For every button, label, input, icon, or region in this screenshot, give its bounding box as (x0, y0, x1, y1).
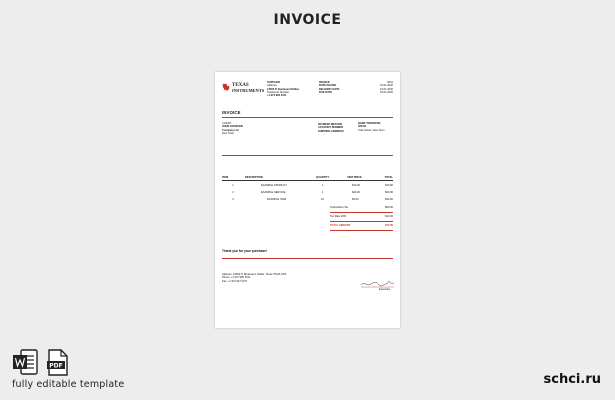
table-cell-description: EXAMPLE PRODUCT (261, 184, 287, 187)
column-header-unit-price: UNIT PRICE (347, 176, 362, 179)
payment-label: SHIPPING ADDRESS (318, 129, 344, 133)
payment-value: Tulip Street, New Town (358, 128, 385, 132)
column-header-total: TOTAL (384, 176, 393, 179)
svg-text:PDF: PDF (49, 362, 63, 370)
column-header-item: ITEM (222, 176, 229, 179)
table-cell-description: EXAMPLE SERVICE (261, 191, 286, 194)
client-block (222, 122, 243, 135)
divider (222, 117, 393, 118)
footer-line: Address: 13500 TI Boulevard, Dallas, Texas 75243 USA (222, 273, 287, 276)
subtotal-label: Total before Tax (330, 206, 349, 209)
footer-contact (222, 273, 286, 283)
company-logo-text (232, 84, 264, 93)
company-info-line: SUPPLIER (267, 81, 280, 84)
divider (222, 155, 393, 156)
thank-you-note: Thank you for your purchase! (222, 249, 267, 253)
client-line: New Town (222, 131, 234, 135)
document-heading: INVOICE (222, 110, 241, 115)
totals-divider (330, 230, 393, 231)
footer-line: Phone: +1 972 995 2011 (222, 276, 251, 280)
meta-value: 0001 (387, 81, 393, 84)
total-amount-value: $72.00 (385, 224, 393, 227)
client-line: JOHN JOHNSON (222, 125, 243, 129)
table-header-divider (222, 180, 393, 181)
company-info-line: Address: (267, 84, 278, 88)
tax-value: $12.00 (385, 215, 393, 218)
table-cell-item: 1 (232, 184, 234, 187)
pdf-file-icon (44, 348, 70, 378)
client-line: CLIENT (222, 122, 232, 125)
table-cell-total: $10.00 (385, 184, 393, 187)
meta-value: 01.01.2020 (380, 84, 393, 88)
table-cell-unit-price: $10.00 (352, 184, 360, 187)
totals-divider (330, 212, 393, 213)
footer-line: Fax: +1 972 927 6377 (222, 279, 248, 283)
file-format-icons (12, 348, 70, 378)
table-cell-quantity: 1 (322, 184, 324, 187)
tax-label: Tax Rate 20% (330, 215, 347, 218)
invoice-document (215, 72, 400, 328)
meta-value: 15.01.2020 (380, 90, 393, 94)
payment-value: 000111 (358, 125, 367, 129)
table-cell-item: 2 (232, 191, 234, 194)
table-cell-total: $30.00 (385, 198, 393, 201)
divider (222, 258, 393, 259)
company-info-line: Telephone Number: (267, 90, 290, 94)
payment-value: BANK TRANSFER (358, 122, 381, 125)
table-cell-unit-price: $3.00 (352, 198, 359, 201)
payment-label: ACCOUNT NUMBER (318, 126, 344, 130)
subtotal-value: $60.00 (385, 206, 393, 209)
meta-label: DELIVERY DATE (319, 87, 340, 91)
table-cell-unit-price: $20.00 (352, 191, 360, 194)
table-cell-total: $20.00 (385, 191, 393, 194)
meta-label: INVOICE (319, 81, 330, 84)
payment-labels (318, 123, 344, 133)
meta-label: DATE ISSUED (319, 84, 337, 88)
payment-values (358, 122, 385, 132)
texas-instruments-logo-icon (222, 83, 230, 92)
meta-value: 10.01.2020 (380, 87, 393, 91)
company-info-line: 13500 TI Boulevard Dallas (267, 87, 300, 91)
word-file-icon (12, 348, 38, 378)
company-info (267, 81, 299, 97)
invoice-meta-labels (319, 81, 339, 94)
logo-line-2: INSTRUMENTS (232, 87, 265, 93)
column-header-description: DESCRIPTION (245, 176, 263, 179)
company-info-line: +1 972 995 2011 (267, 94, 287, 98)
totals-divider (330, 221, 393, 222)
table-cell-item: 3 (232, 198, 234, 201)
column-header-quantity: QUANTITY (316, 176, 330, 179)
client-line: Company Ltd (222, 128, 239, 132)
table-cell-quantity: 1 (322, 191, 324, 194)
total-amount-label: TOTAL AMOUNT (330, 224, 351, 227)
payment-label: PAYMENT METHOD (318, 123, 343, 126)
table-cell-quantity: 10 (321, 198, 324, 201)
page-title: INVOICE (273, 12, 342, 28)
signature-label: Executive (379, 288, 391, 291)
invoice-meta-values (380, 81, 393, 94)
template-caption: fully editable template (12, 379, 125, 390)
logo-line-1: TEXAS (232, 83, 249, 88)
table-cell-description: EXAMPLE ITEM (267, 198, 287, 201)
meta-label: DUE DATE (319, 90, 333, 94)
brand-watermark[interactable]: schci.ru (543, 372, 601, 387)
